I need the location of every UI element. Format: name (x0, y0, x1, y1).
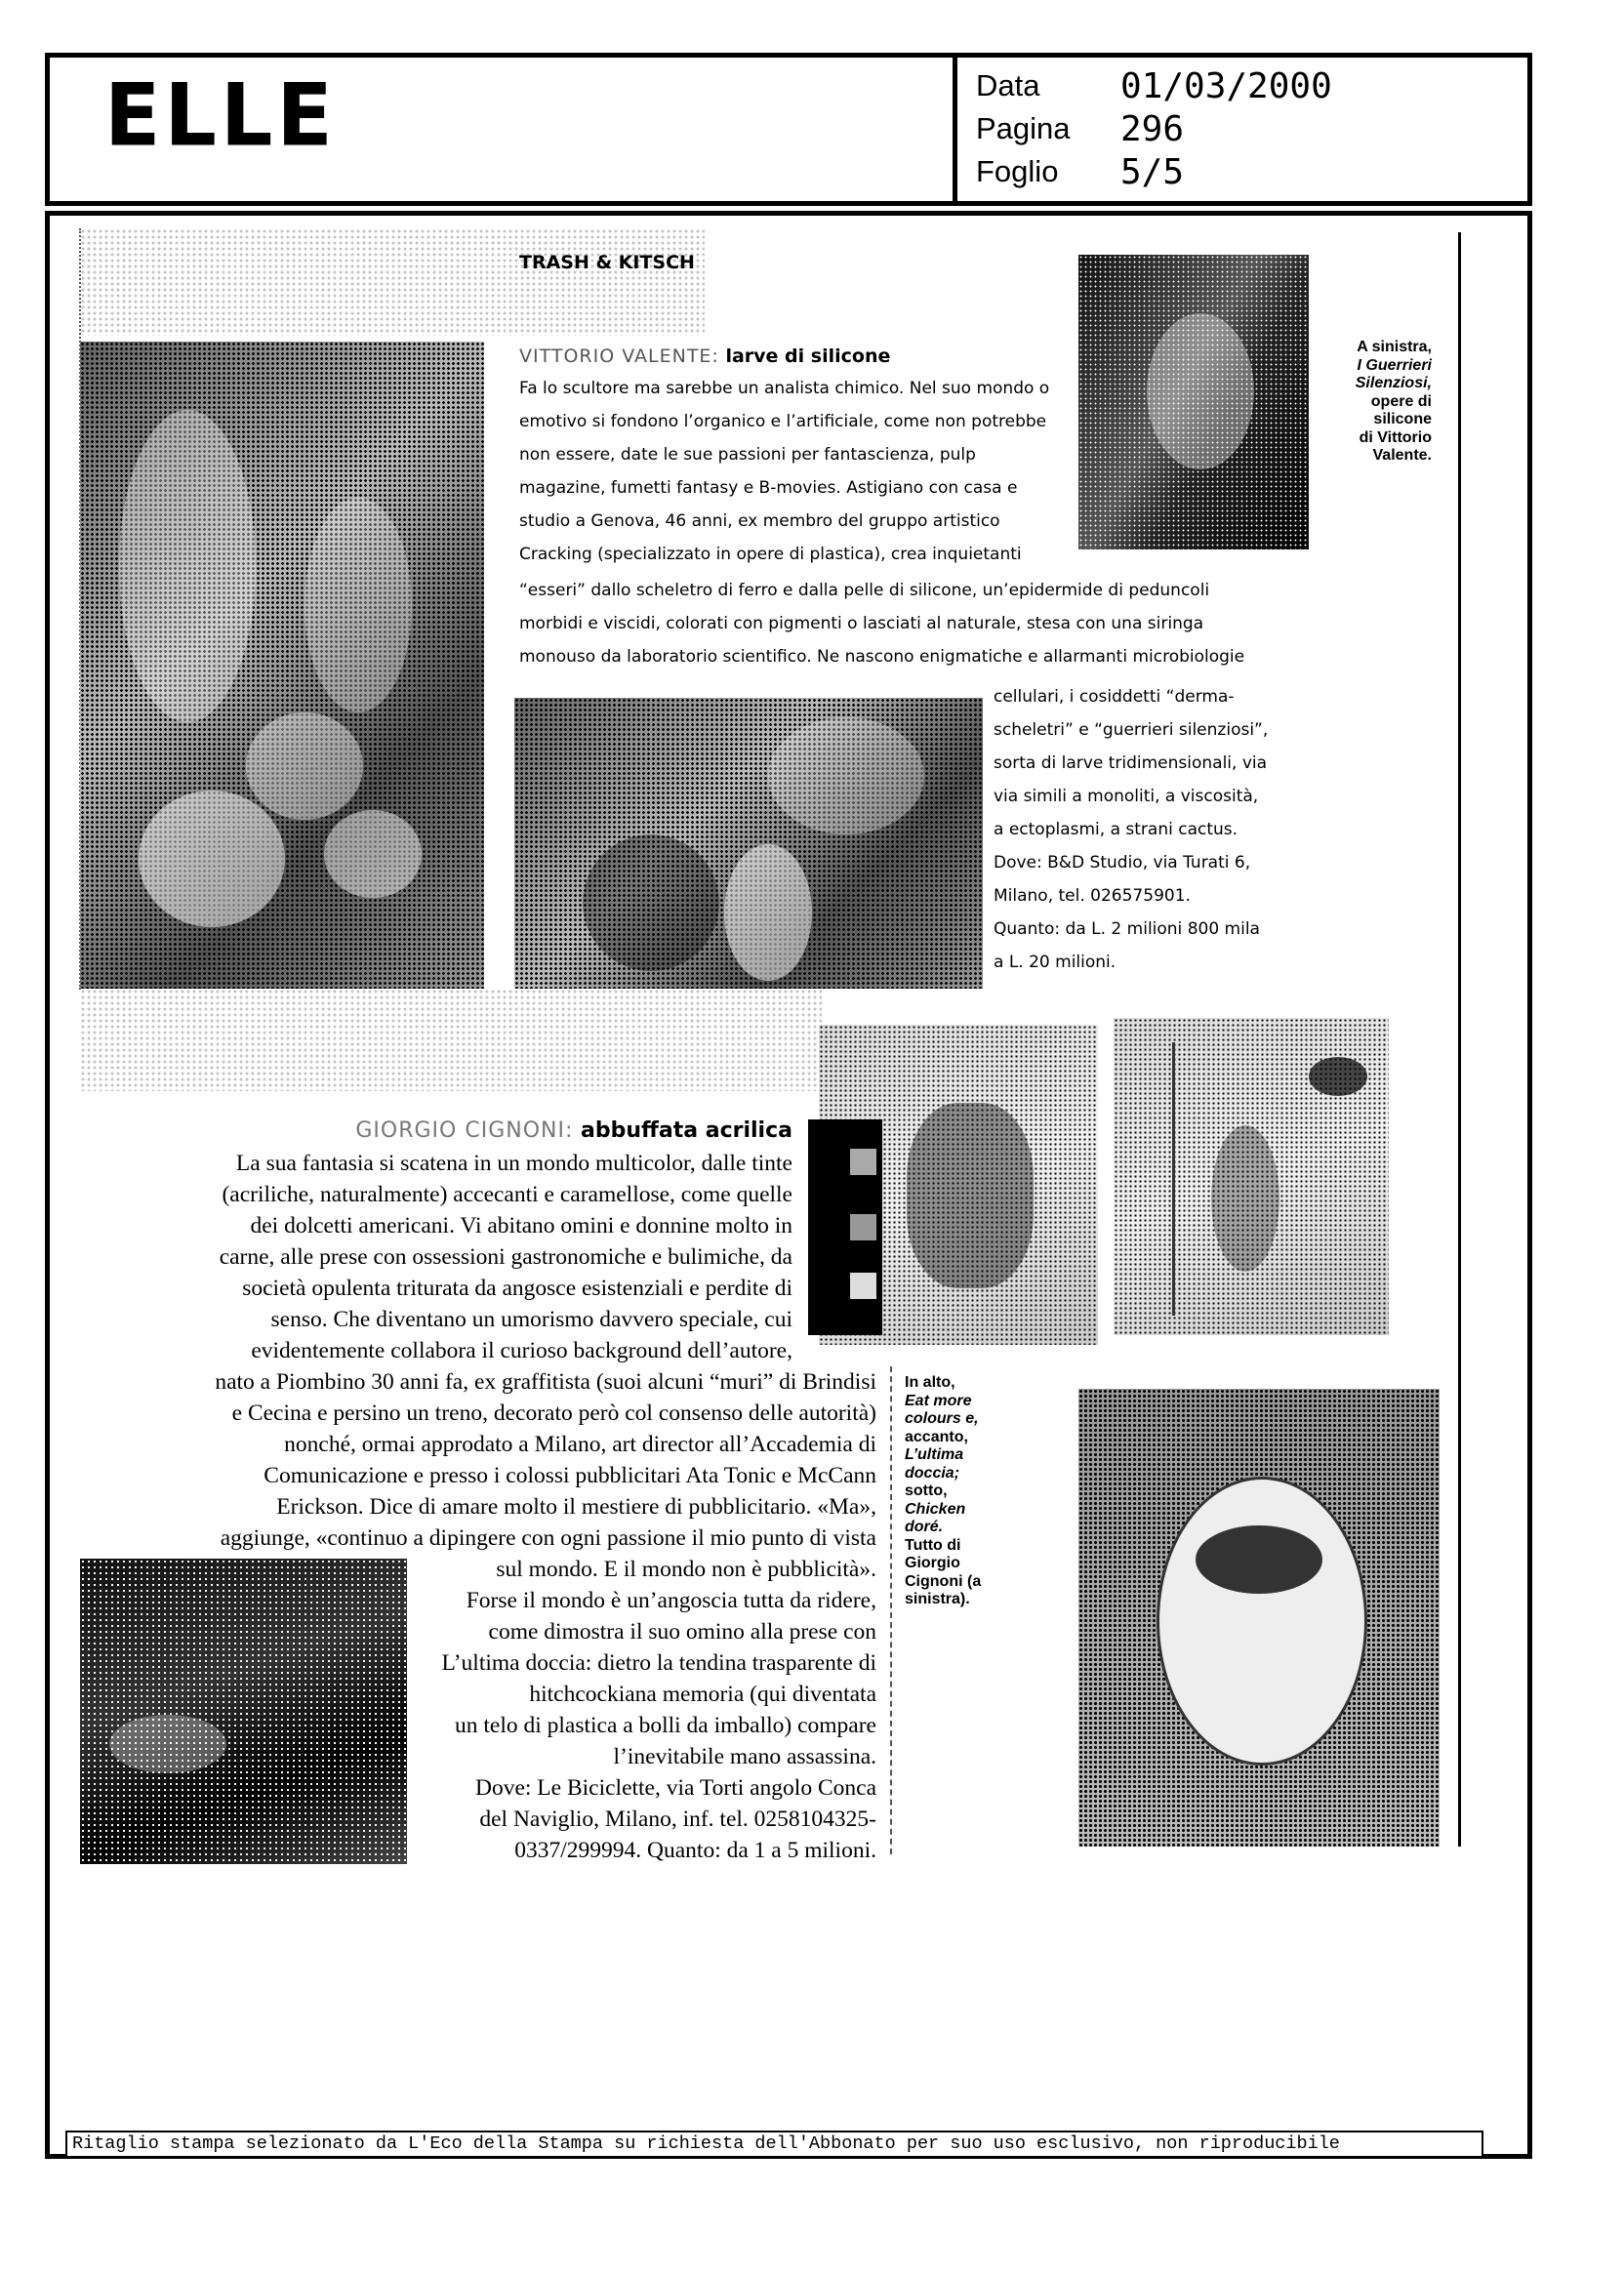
caption-line: sotto, (905, 1482, 948, 1499)
sculpture-shape (119, 410, 256, 722)
text-line: l’inevitabile mano assassina. (613, 1744, 876, 1769)
valente-heading-title: larve di silicone (718, 345, 891, 367)
photo-guerrieri-silenziosi (80, 342, 484, 989)
text-line: Fa lo scultore ma sarebbe un analista chimico. Nel suo mondo o (519, 379, 1050, 398)
black-strip (808, 1119, 882, 1335)
text-line: nonché, ormai approdato a Milano, art director all’Accademia di (284, 1432, 876, 1457)
thumbnail-square (850, 1149, 876, 1175)
sculpture-shape (768, 717, 924, 834)
thumbnail-square (850, 1273, 876, 1299)
shower-rod (1172, 1042, 1175, 1316)
text-line: Milano, tel. 026575901. (994, 886, 1191, 906)
painting-figure (1211, 1125, 1279, 1272)
text-line: “esseri” dallo scheletro di ferro e dalla pelle di silicone, un’epidermide di peduncoli (519, 581, 1210, 600)
valente-body-wide (519, 574, 1244, 673)
section-label: TRASH & KITSCH (519, 252, 695, 273)
text-line: morbidi e viscidi, colorati con pigmenti o lasciati al naturale, stesa con una siringa (519, 614, 1204, 633)
text-line: monouso da laboratorio scientifico. Ne nascono enigmatiche e allarmanti microbiologie (519, 647, 1245, 667)
foglio-label: Foglio (976, 154, 1059, 188)
sculpture-shape (583, 834, 719, 971)
text-line: magazine, fumetti fantasy e B-movies. Astigiano con casa e (519, 478, 1018, 498)
cignoni-photo-caption (905, 1374, 1002, 1609)
sculpture-shape (246, 712, 363, 820)
text-line: come dimostra il suo omino alla prese con (488, 1619, 876, 1645)
column-rule-right (1458, 232, 1461, 1847)
caption-line: di Vittorio (1359, 428, 1432, 446)
cignoni-body-b (137, 1366, 876, 1866)
text-line: studio a Genova, 46 anni, ex membro del gruppo artistico (519, 511, 1000, 531)
footer-notice: Ritaglio stampa selezionato da L'Eco della Stampa su richiesta dell'Abbonato per suo uso esclusivo, non riproducibile (72, 2133, 1340, 2154)
painting-hand (1309, 1057, 1367, 1096)
text-line: scheletri” e “guerrieri silenziosi”, (994, 720, 1269, 740)
data-label: Data (976, 68, 1040, 102)
text-line: (acriliche, naturalmente) accecanti e caramellose, come quelle (222, 1182, 792, 1207)
text-line: nato a Piombino 30 anni fa, ex graffitista (suoi alcuni “muri” di Brindisi (215, 1369, 876, 1395)
text-line: Cracking (specializzato in opere di plastica), crea inquietanti (519, 545, 1022, 564)
caption-line: Tutto di (905, 1536, 961, 1554)
sculpture-shape (324, 810, 422, 898)
text-line: evidentemente collabora il curioso background dell’autore, (251, 1338, 792, 1363)
text-line: senso. Che diventano un umorismo davvero speciale, cui (270, 1307, 792, 1332)
text-line: Forse il mondo è un’angoscia tutta da ridere, (466, 1588, 876, 1613)
photo-valente-portrait (1078, 255, 1309, 549)
valente-body-column (994, 680, 1268, 979)
valente-body-narrow (519, 372, 1049, 571)
footer-notice-box (65, 2131, 1483, 2156)
photo-sculptures-second (514, 698, 983, 989)
where-info: Dove: Le Biciclette, via Torti angolo Conca (474, 1775, 876, 1801)
chicken-body (1157, 1477, 1367, 1766)
sculpture-shape (724, 844, 812, 981)
text-line: del Naviglio, Milano, inf. tel. 0258104325- (479, 1807, 876, 1832)
text-line: via simili a monoliti, a viscosità, (994, 787, 1259, 806)
text-line: società opulenta triturata da angosce esistenziali e perdite di (242, 1276, 792, 1301)
where-info: Dove: B&D Studio, via Turati 6, (994, 853, 1251, 873)
caption-line: doccia; (905, 1464, 960, 1482)
meta-data-row (976, 64, 1332, 107)
text-line: a L. 20 milioni. (994, 953, 1116, 972)
photo-ultima-doccia (1114, 1018, 1389, 1335)
caption-line: sinistra). (905, 1591, 970, 1607)
caption-line: Valente. (1372, 447, 1432, 464)
meta-foglio-row (976, 150, 1184, 193)
publication-logo: ELLE (104, 64, 337, 166)
cignoni-heading-title: abbuffata acrilica (573, 1118, 792, 1143)
portrait-face (1147, 313, 1254, 469)
halftone-bleed-top (80, 228, 705, 336)
caption-line: Eat more (905, 1392, 972, 1409)
meta-pagina-row (976, 107, 1184, 150)
text-line: sorta di larve tridimensionali, via (994, 753, 1268, 773)
pagina-value: 296 (1120, 108, 1185, 149)
valente-heading (519, 340, 890, 373)
text-line: Erickson. Dice di amare molto il mestiere di pubblicitario. «Ma», (276, 1494, 876, 1520)
caption-line: Chicken (905, 1500, 966, 1518)
caption-line: In alto, (905, 1374, 955, 1391)
valente-photo-caption (1342, 339, 1432, 466)
text-line: La sua fantasia si scatena in un mondo multicolor, dalle tinte (235, 1151, 792, 1176)
cignoni-heading-name: GIORGIO CIGNONI: (355, 1118, 574, 1143)
price-info: 0337/299994. Quanto: da 1 a 5 milioni. (514, 1838, 876, 1863)
text-line: hitchcockiana memoria (qui diventata (529, 1682, 876, 1707)
cignoni-heading (0, 1118, 792, 1143)
sculpture-shape (304, 498, 412, 712)
text-line: cellulari, i cosiddetti “derma- (994, 687, 1235, 707)
caption-line: I Guerrieri (1357, 356, 1432, 374)
foglio-value: 5/5 (1120, 151, 1185, 192)
text-line: emotivo si fondono l’organico e l’artificiale, come non potrebbe (519, 412, 1047, 431)
caption-line: colours e, (905, 1410, 979, 1427)
text-line: dei dolcetti americani. Vi abitano omini e donnine molto in (250, 1213, 792, 1239)
text-line: a ectoplasmi, a strani cactus. (994, 820, 1238, 839)
valente-heading-name: VITTORIO VALENTE: (519, 345, 719, 367)
dotted-column-rule-middle (890, 1366, 892, 1854)
caption-line: L’ultima (905, 1446, 964, 1463)
text-line: aggiunge, «continuo a dipingere con ogni passione il mio punto di vista (220, 1525, 876, 1551)
photo-chicken-dore (1078, 1389, 1440, 1847)
caption-line: opere di (1370, 392, 1432, 410)
text-line: un telo di plastica a bolli da imballo) compare (454, 1713, 876, 1738)
text-line: non essere, date le sue passioni per fantascienza, pulp (519, 445, 976, 465)
text-line: Comunicazione e presso i colossi pubblicitari Ata Tonic e McCann (264, 1463, 876, 1488)
price-info: Quanto: da L. 2 milioni 800 mila (994, 919, 1260, 939)
thumbnail-square (850, 1214, 876, 1240)
data-value: 01/03/2000 (1120, 65, 1332, 106)
caption-line: Silenziosi, (1355, 375, 1432, 391)
sculpture-shape (139, 791, 285, 927)
caption-line: Cignoni (a (905, 1572, 982, 1590)
pagina-label: Pagina (976, 111, 1071, 145)
text-line: e Cecina e persino un treno, decorato però col consenso delle autorità) (231, 1401, 876, 1426)
caption-line: accanto, (905, 1428, 968, 1445)
caption-line: silicone (1373, 411, 1432, 427)
chicken-bikini (1196, 1525, 1322, 1594)
caption-line: A sinistra, (1357, 339, 1432, 355)
text-line: L’ultima doccia: dietro la tendina trasparente di (441, 1650, 876, 1676)
text-line: carne, alle prese con ossessioni gastronomiche e bulimiche, da (219, 1244, 792, 1270)
painting-figure (907, 1103, 1034, 1288)
text-line: sul mondo. E il mondo non è pubblicità». (496, 1557, 876, 1582)
cignoni-body-a (98, 1148, 792, 1366)
caption-line: doré. (905, 1519, 944, 1535)
halftone-bleed-middle (80, 989, 822, 1091)
caption-line: Giorgio (905, 1555, 960, 1571)
